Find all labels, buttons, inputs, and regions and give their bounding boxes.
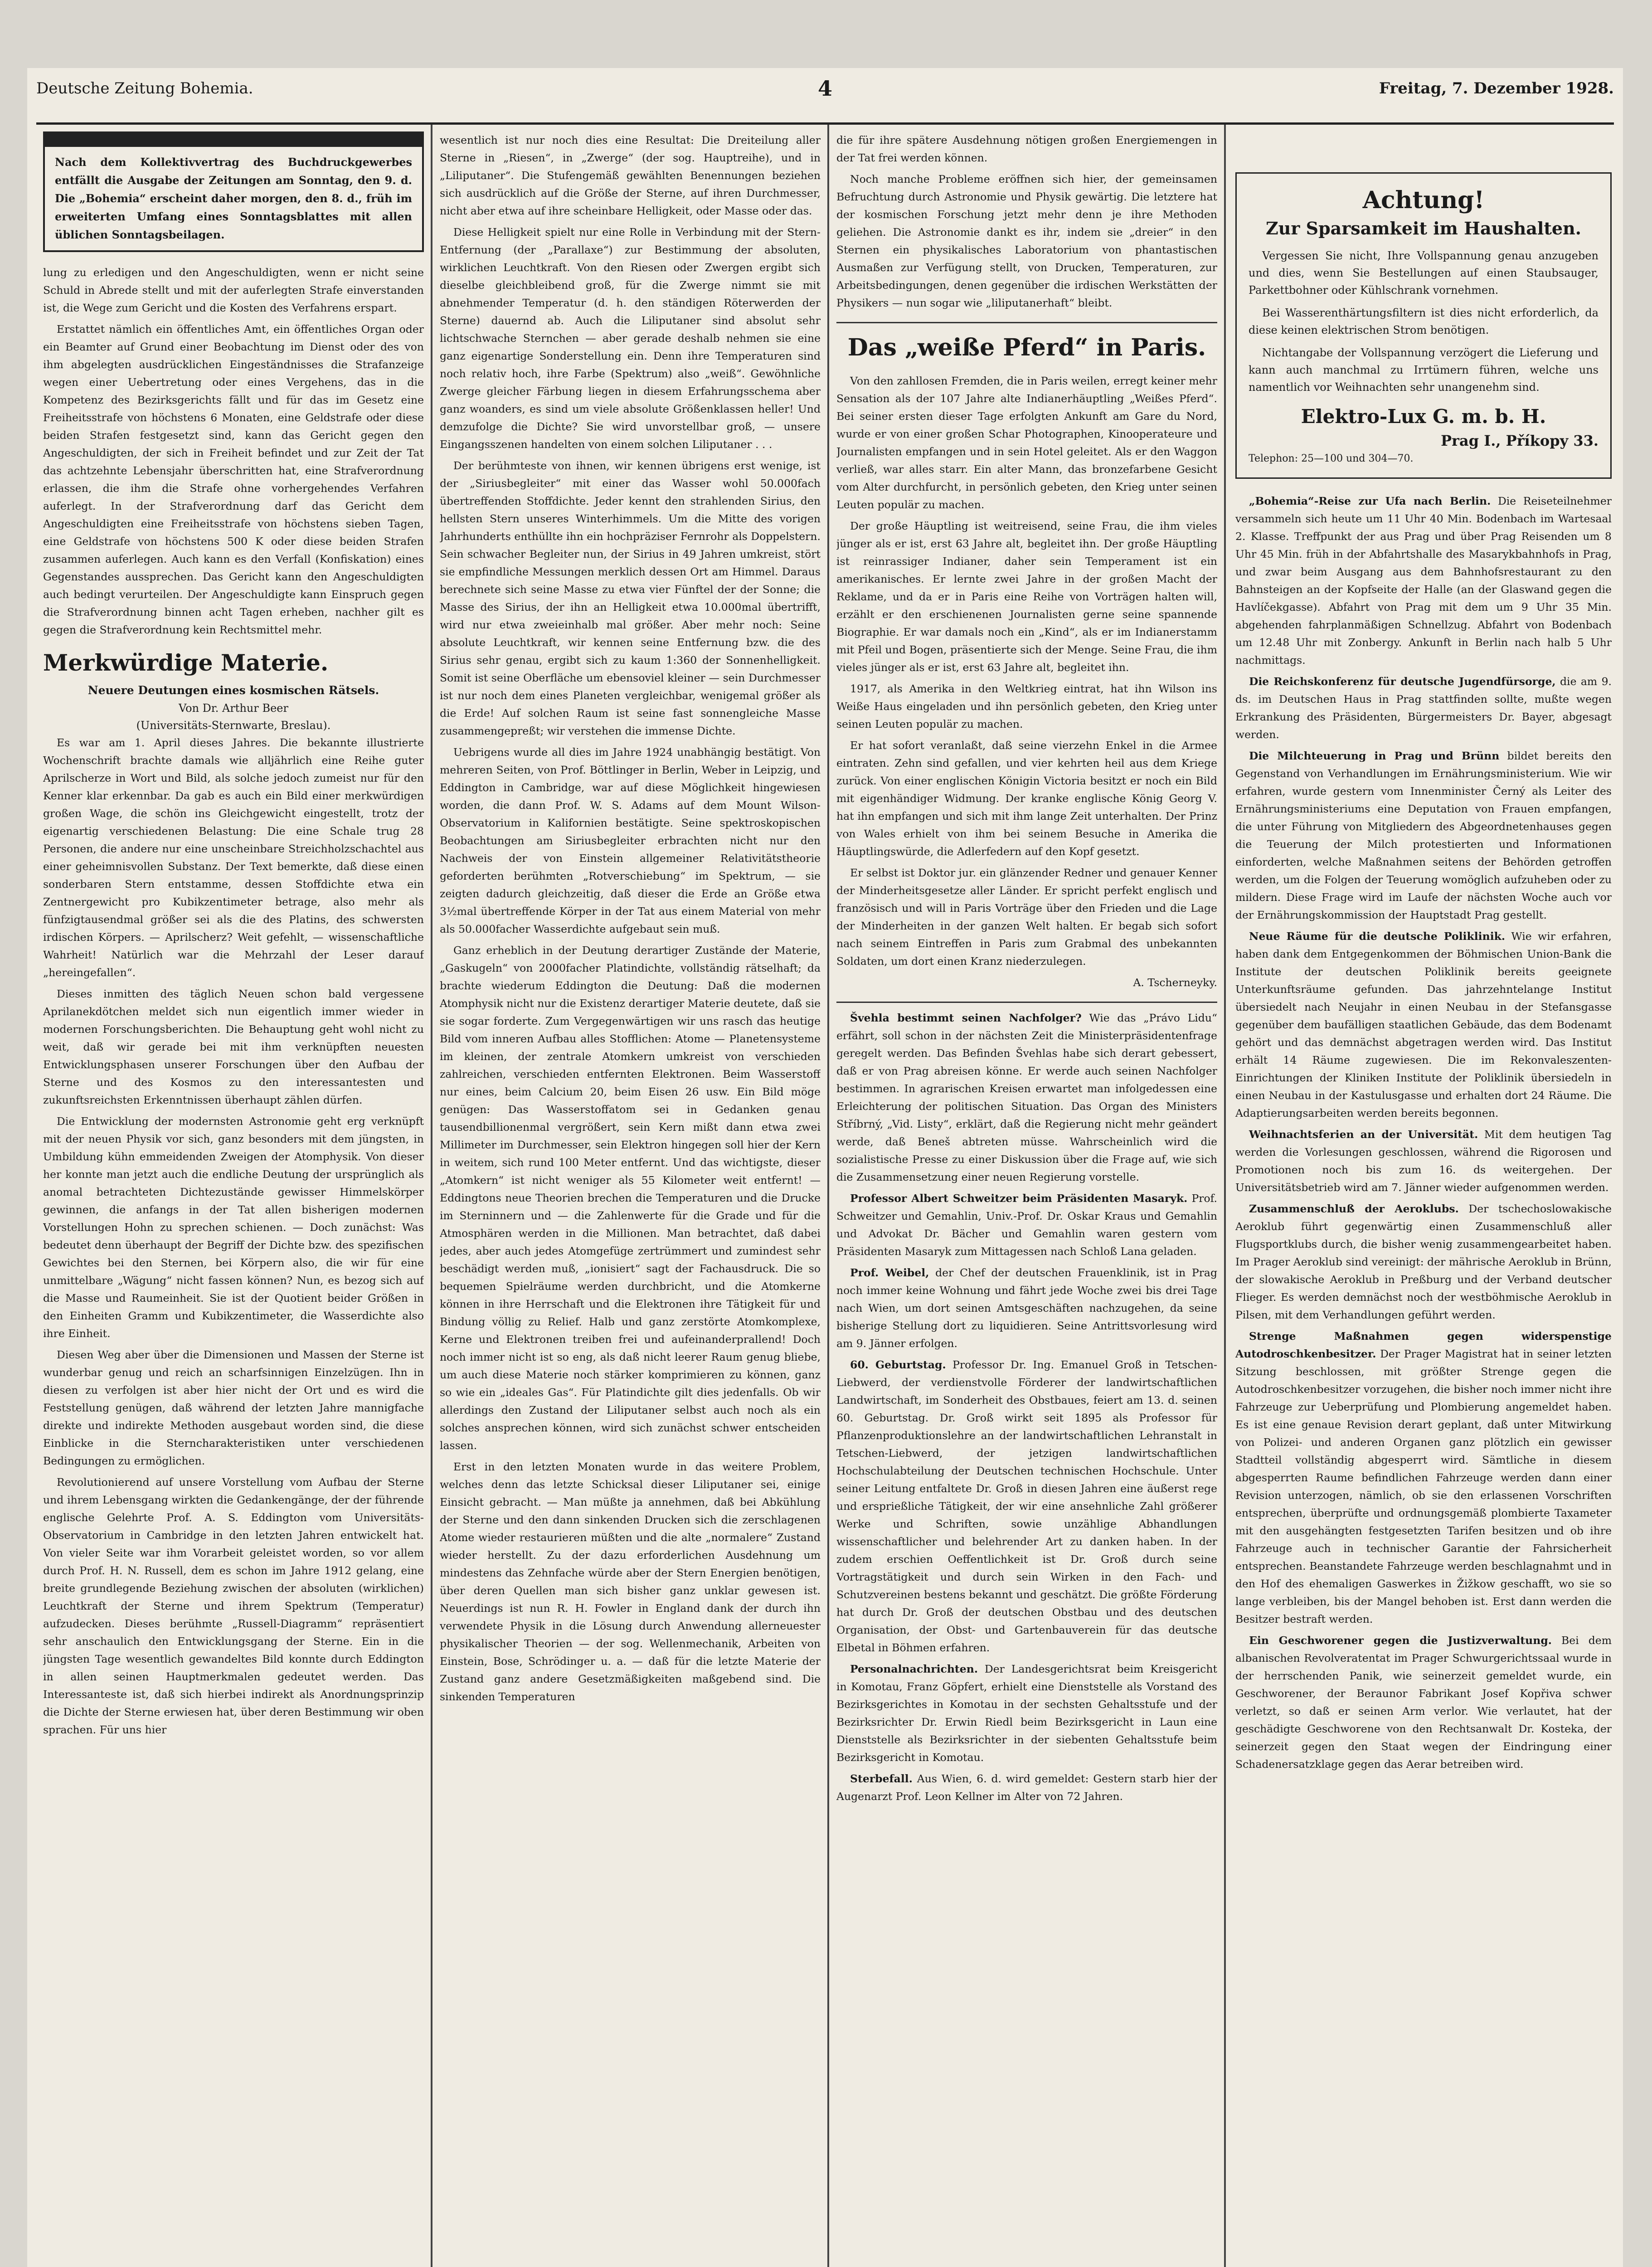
article-text: Diesen Weg aber über die Dimensionen und Massen der Sterne ist wunderbar genug und reich an scharfsinnigen Einzelzügen. Ihn in diesen zu verfolgen ist aber hier nicht der Ort und es wird die Feststellung genügen, daß während der letzten Jahre mannigfache direkte und indirekte Methoden ausgebaut worden sind, die diese Einblicke in die Sterncharakteristiken unter verschiedenen Bedingungen zu ermöglichen.: [43, 1348, 424, 1467]
news-item-text: Aus Wien, 6. d. wird gemeldet: Gestern starb hier der Augenarzt Prof. Leon Kellner im Alter von 72 Jahren.: [836, 1772, 1217, 1803]
column-rule-1: [431, 125, 432, 2267]
article-subtitle: Neuere Deutungen eines kosmischen Rätsels.: [87, 684, 379, 697]
news-item-heading: Sterbefall.: [850, 1772, 913, 1785]
header-rule: [36, 122, 1614, 125]
ad-subtitle: Zur Sparsamkeit im Haushalten.: [1266, 218, 1581, 238]
news-item-text: Der Landesgerichtsrat beim Kreisgericht in Komotau, Franz Göpfert, erhielt eine Dienststelle als Vorstand des Bezirksgerichtes in Komotau in der sechsten Gehaltsstufe und der Bezirksrichter Dr. Erwin Riedl beim Bezirksgericht in Laun eine Dienststelle als Bezirksrichter in der siebenten Gehaltsstufe beim Bezirksgericht in Komotau.: [836, 1663, 1217, 1764]
article-title-materie: Merkwürdige Materie.: [43, 649, 329, 676]
article-text: die für ihre spätere Ausdehnung nötigen großen Energiemengen in der Tat frei werden können.: [836, 134, 1217, 164]
article-title-pferd: Das „weiße Pferd“ in Paris.: [847, 334, 1206, 361]
ad-firm-name: Elektro-Lux G. m. b. H.: [1301, 405, 1546, 428]
news-item-text: Wie das „Právo Lidu“ erfährt, soll schon in der nächsten Zeit die Ministerpräsidentenfrage geregelt werden. Das Befinden Švehlas habe sich derart gebessert, daß er von Prag abreisen könne. Er werde auch seinen Nachfolger bestimmen. In agrarischen Kreisen erwartet man infolgedessen eine Erleichterung der politischen Situation. Das Organ des Ministers Stříbrný, „Vid. Listy“, erklärt, daß die Regierung nicht mehr geändert werde, daß Beneš abtreten müsse. Wahrscheinlich wird die sozialistische Presse zu einer Diskussion über die Frage auf, wie sich die Zusammensetzung einer neuen Regierung vorstelle.: [836, 1012, 1217, 1183]
column-4: [1235, 131, 1612, 2267]
article-text: Der berühmteste von ihnen, wir kennen übrigens erst wenige, ist der „Siriusbegleiter“ mit einer das Wasser wohl 50.000fach übertreffenden Stoffdichte. Jeder kennt den strahlenden Sirius, den hellsten Stern unseres Winterhimmels. Um die Mitte des vorigen Jahrhunderts enthüllte ihn ein hochpräziser Fernrohr als Doppelstern. Sein schwacher Begleiter nun, der Sirius in 49 Jahren umkreist, stört sie empfindliche Messungen merklich dessen Ort am Himmel. Daraus berechnete sich seine Masse zu etwa vier Fünftel der der Sonne; die Masse des Sirius, der ihn an Helligkeit etwa 10.000mal übertrifft, wird nur etwa zweieinhalb mal größer. Aber mehr noch: Seine absolute Leuchtkraft, wir kennen seine Entfernung bzw. die des Sirius sehr genau, ergibt sich zu kaum 1:360 der Sonnenhelligkeit. Somit ist seine Oberfläche um ebensoviel kleiner — sein Durchmesser ist nur noch dem eines Planeten vergleichbar, wenigemal größer als die Erde! Auf solchen Raum ist seine fast sonnengleiche Masse zusammengepreßt; wir verstehen die immense Dichte.: [440, 459, 821, 737]
article-separator: [836, 322, 1217, 323]
sunday-notice-box: Nach dem Kollektivvertrag des Buchdruckgewerbes entfällt die Ausgabe der Zeitungen am Sonntag, den 9. d. Die „Bohemia“ erscheint daher morgen, den 8. d., früh im erweiterten Umfang eines Sonntagsblattes mit allen üblichen Sonntagsbeilagen.: [43, 131, 424, 252]
news-item-heading: Strenge Maßnahmen gegen widerspenstige Autodroschkenbesitzer.: [1235, 1330, 1612, 1360]
ad-title: Achtung!: [1362, 186, 1485, 214]
ad-text: Bei Wasserenthärtungsfiltern ist dies nicht erforderlich, da diese keinen elektrischen Strom benötigen.: [1249, 306, 1599, 336]
article-text: Es war am 1. April dieses Jahres. Die bekannte illustrierte Wochenschrift brachte damals wie alljährlich eine Reihe guter Aprilscherze in Wort und Bild, als solche jedoch zumeist nur für den Kenner klar erkennbar. Da gab es auch ein Bild einer merkwürdigen großen Wage, die schön ins Gleichgewicht eingestellt, trotz der eigenartig verschiedenen Belastung: Die eine Schale trug 28 Personen, die andere nur eine unscheinbare Streichholzschachtel aus einer geheimnisvollen Substanz. Der Text bemerkte, daß diese einen sonderbaren Stern entstamme, dessen Stoffdichte etwa ein Zentnergewicht pro Kubikzentimeter betrage, also mehr als fünfzigtausendmal größer sei als die des Platins, des schwersten irdischen Körpers. — Aprilscherz? Weit gefehlt, — wissenschaftliche Wahrheit! Natürlich war die Mehrzahl der Leser darauf „hereingefallen“.: [43, 736, 424, 979]
article-author-affiliation: (Universitäts-Sternwarte, Breslau).: [136, 719, 331, 732]
article-text: Diese Helligkeit spielt nur eine Rolle in Verbindung mit der Stern-Entfernung (der „Parallaxe“) zur Bestimmung der absoluten, wirklichen Leuchtkraft. Von den Riesen oder Zwergen ergibt sich dieselbe gleichbleibend groß, für die Zwerge nimmt sie mit abnehmender Temperatur (d. h. den ständigen Röterwerden der Sterne) dauernd ab. Auch die Liliputaner sind absolut sehr lichtschwache Sternchen — aber gerade deshalb nehmen sie eine ganz eigenartige Sonderstellung ein. Denn ihre Temperaturen sind noch relativ hoch, ihre Farbe (Spektrum) also „weiß“. Gewöhnliche Zwerge gleicher Färbung liegen in diesem Erfahrungsschema aber ganz woanders, es sind um viele absolute Größenklassen heller! Und demzufolge die Dichte? Sie wird unvorstellbar groß, — unsere Eingangsszenen handelten von einem solchen Liliputaner . . .: [440, 226, 821, 451]
news-item-heading: Weihnachtsferien an der Universität.: [1249, 1128, 1478, 1141]
ad-address: Prag I., Příkopy 33.: [1441, 432, 1599, 449]
article-text: Er selbst ist Doktor jur. ein glänzender Redner und genauer Kenner der Minderheitsgesetze aller Länder. Er spricht perfekt englisch und französisch und will in Paris Vorträge über den Frieden und die Lage der Minderheiten in der ganzen Welt halten. Er begab sich sofort nach seinem Eintreffen in Paris zum Grabmal des unbekannten Soldaten, um dort einen Kranz niederzulegen.: [836, 866, 1217, 968]
article-text: Uebrigens wurde all dies im Jahre 1924 unabhängig bestätigt. Von mehreren Seiten, von Prof. Böttlinger in Berlin, Weber in Leipzig, und Eddington in Cambridge, war auf diese Möglichkeit hingewiesen worden, die dann Prof. W. S. Adams auf dem Mount Wilson-Observatorium in Kalifornien bestätigte. Seine spektroskopischen Beobachtungen am Siriusbegleiter erbrachten nicht nur den Nachweis der von Einstein allgemeiner Relativitätstheorie geforderten berühmten „Rotverschiebung“ im Spektrum, — sie zeigten dadurch gleichzeitig, daß dieser die Erde an Größe etwa 3½mal übertreffende Körper in der Tat aus einem Material von mehr als 50.000facher Wasserdichte aufgebaut sein muß.: [440, 746, 821, 935]
news-item-heading: Professor Albert Schweitzer beim Präsidenten Masaryk.: [850, 1192, 1188, 1205]
news-item-heading: Personalnachrichten.: [850, 1663, 978, 1675]
ad-text: Vergessen Sie nicht, Ihre Vollspannung genau anzugeben und dies, wenn Sie Bestellungen auf einen Staubsauger, Parkettbohner oder Kühlschrank vornehmen.: [1249, 249, 1599, 297]
news-item-text: Wie wir erfahren, haben dank dem Entgegenkommen der Böhmischen Union-Bank die Institute der deutschen Poliklinik bereits geeignete Unterkunftsräume gefunden. Das jahrzehntelange Institut übersiedelt nach Neujahr in einen Neubau in der Stefansgasse gegenüber dem baufälligen staatlichen Gebäude, das dem Bodenamt gehört und das demnächst abgetragen werden wird. Das Institut erhält 14 Räume zugewiesen. Die im Rekonvaleszenten-Einrichtungen der Kliniken Institute der Poliklinik übersiedeln in einen Neubau in der Kastulusgasse und erhalten dort 24 Räume. Die Adaptierungsarbeiten werden bereits begonnen.: [1235, 930, 1612, 1119]
news-item-text: bildet bereits den Gegenstand von Verhandlungen im Ernährungsministerium. Wie wir erfahren, wurde gestern vom Innenminister Černý als Leiter des Ernährungsministeriums eine Deputation von Frauen empfangen, die unter Führung von Mitgliedern des Abgeordnetenhauses gegen die Teuerung der Milch protestierten und Informationen einforderten, welche Maßnahmen seitens der Behörden getroffen werden, um die Folgen der Teuerung womöglich aufzuheben oder zu mildern. Diese Frage wird im Laufe der nächsten Woche auch vor der Ernährungskommission der Hauptstadt Prag gestellt.: [1235, 749, 1612, 921]
news-item-text: Der tschechoslowakische Aeroklub führt gegenwärtig einen Zusammenschluß aller Flugsportklubs durch, die bisher wenig zusammengearbeitet haben. Im Prager Aeroklub sind vereinigt: der mährische Aeroklub in Brünn, der slowakische Aeroklub in Preßburg und der Verband deutscher Flieger. Es werden demnächst noch der westböhmische Aeroklub in Pilsen, mit dem Verhandlungen geführt werden.: [1235, 1202, 1612, 1321]
article-text: Erstattet nämlich ein öffentliches Amt, ein öffentliches Organ oder ein Beamter auf Grund einer Beobachtung im Dienst oder des von ihm abgelegten ausdrücklichen Eingeständnisses die Strafanzeige wegen einer Uebertretung oder eines Vergehens, das in die Kompetenz des Bezirksgerichts fällt und für das im Gesetz eine Freiheitsstrafe von höchstens 6 Monaten, eine Geldstrafe oder diese beiden Strafen festgesetzt sind, kann das Gericht gegen den Angeschuldigten, der sich in Freiheit befindet und zur Zeit der Tat das achtzehnte Lebensjahr überschritten hat, eine Strafverordnung erlassen, die ihm die Strafe ohne vorhergehendes Verfahren auferlegt. In der Strafverordnung darf das Gericht dem Angeschuldigten eine Freiheitsstrafe von höchstens sieben Tagen, eine Geldstrafe von höchstens 500 K oder diese beiden Strafen zusammen auferlegen. Auch kann es den Verfall (Konfiskation) eines Gegenstandes aussprechen. Das Gericht kann den Angeschuldigten auch bedingt verurteilen. Der Angeschuldigte kann Einspruch gegen die Strafverordnung binnen acht Tagen erheben, nachher gilt es gegen die Strafverordnung kein Rechtsmittel mehr.: [43, 323, 424, 636]
news-item-heading: Die Reichskonferenz für deutsche Jugendfürsorge,: [1249, 675, 1556, 688]
date-line: Freitag, 7. Dezember 1928.: [1379, 79, 1614, 97]
news-item-text: Professor Dr. Ing. Emanuel Groß in Tetschen-Liebwerd, der verdienstvolle Förderer der landwirtschaftlichen Landwirtschaft, im Sonderheit des Obstbaues, feiert am 13. d. seinen 60. Geburtstag. Dr. Groß wirkt seit 1895 als Professor für Pflanzenproduktionslehre an der landwirtschaftlichen Lehranstalt in Tetschen-Liebwerd, der jetzigen landwirtschaftlichen Hochschulabteilung der Deutschen technischen Hochschule. Unter seiner Leitung entfaltete Dr. Groß in diesen Jahren eine äußerst rege und ersprießliche Tätigkeit, der wir eine ansehnliche Zahl größerer Werke und Schriften, sowie unzählige Abhandlungen wissenschaftlicher und belehrender Art zu danken haben. In der zudem erschien Oeffentlichkeit ist Dr. Groß durch seine Vortragstätigkeit und durch sein Wirken in den Fach- und Schutzvereinen bestens bekannt und geschätzt. Die größte Förderung hat durch Dr. Groß der deutschen Obstbau und des deutschen Organisation, der Obst- und Gartenbauverein für das deutsche Elbetal in Böhmen erfahren.: [836, 1358, 1217, 1654]
article-text: Erst in den letzten Monaten wurde in das weitere Problem, welches denn das letzte Schicksal dieser Liliputaner sei, einige Einsicht gebracht. — Man müßte ja annehmen, daß bei Abkühlung der Sterne und den dann sinkenden Drucken sich die zerschlagenen Atome wieder restaurieren müßten und die alte „normalere“ Zustand wieder herstellt. Zu der dazu erforderlichen Ausdehnung um mindestens das Zehnfache würde aber der Stern Energien benötigen, über deren Quellen man sich bisher ganz unklar gewesen ist. Neuerdings ist nun R. H. Fowler in England dank der durch ihn verwendete Physik in die Lösung durch Anwendung allerneuester physikalischer Theorien — der sog. Wellenmechanik, Arbeiten von Einstein, Bose, Schrödinger u. a. — daß für die letzte Materie der Zustand ganz andere Gesetzmäßigkeiten maßgebend sind. Die sinkenden Temperaturen: [440, 1460, 821, 1703]
advertisement-elektrolux: [1235, 172, 1612, 479]
article-text: Er hat sofort veranlaßt, daß seine vierzehn Enkel in die Armee eintraten. Zehn sind gefallen, und vier kehrten heil aus dem Kriege zurück. Von einer englischen Königin Victoria besitzt er noch ein Bild mit eigenhändiger Widmung. Der kranke englische König Georg V. hat ihn empfangen und sich mit ihm lange Zeit unterhalten. Der Prinz von Wales erhielt von ihm bei seinem Besuche in Amerika die Häuptlingswürde, die Adlerfedern auf den Kopf gesetzt.: [836, 739, 1217, 858]
paper-name: Deutsche Zeitung Bohemia.: [36, 79, 253, 97]
news-item-text: Prof. Schweitzer und Gemahlin, Univ.-Prof. Dr. Oskar Kraus und Gemahlin und Advokat Dr. Bächer und Gemahlin waren gestern vom Präsidenten Masaryk zum Mittagessen nach Schloß Lana geladen.: [836, 1192, 1217, 1258]
news-item-text: der Chef der deutschen Frauenklinik, ist in Prag noch immer keine Wohnung und fährt jede Woche zwei bis drei Tage nach Wien, um dort seinen Amtsgeschäften nachzugehen, da seine bisherige Stellung dort zu liquidieren. Seine Antrittsvorlesung wird am 9. Jänner erfolgen.: [836, 1266, 1217, 1350]
news-item-heading: Prof. Weibel,: [850, 1266, 929, 1279]
column-2: [440, 131, 821, 2267]
column-1: [43, 131, 424, 2267]
news-item-heading: Zusammenschluß der Aeroklubs.: [1249, 1202, 1459, 1215]
news-item-text: Mit dem heutigen Tag werden die Vorlesungen geschlossen, während die Rigorosen und Promotionen noch bis zum 16. ds weitergehen. Der Universitätsbetrieb wird am 7. Jänner wieder aufgenommen werden.: [1235, 1128, 1612, 1194]
article-text: Noch manche Probleme eröffnen sich hier, der gemeinsamen Befruchtung durch Astronomie und Physik gewärtig. Die letztere hat der kosmischen Forschung jetzt mehr denn je ihre Methoden geliehen. Die Astronomie dankt es ihr, indem sie „dreier“ in den Sternen ein physikalisches Laboratorium von phantastischen Ausmaßen zur Verfügung stellt, von Drucken, Temperaturen, zur Arbeitsbedingungen, denen gegenüber die irdischen Werkstätten der Physikers — nun sogar wie „liliputanerhaft“ bleibt.: [836, 173, 1217, 309]
article-text: Der große Häuptling ist weitreisend, seine Frau, die ihm vieles jünger als er ist, erst 63 Jahre alt, begleitet ihn. Der große Häuptling ist reinrassiger Indianer, daher sein Temperament ist ein amerikanisches. Er lernte zwei Jahre in der großen Macht der Reklame, und da er in Paris eine Reihe von Vorträgen halten will, erzählt er den erschienenen Journalisten gerne seine spannende Biographie. Er war damals noch ein „Kind“, als er im Indianerstamm mit Pfeil und Bogen, präsentierte sich der Menge. Seine Frau, die ihm vieles jünger als er ist, erst 63 Jahre alt, begleitet ihn.: [836, 520, 1217, 674]
page-number: 4: [817, 76, 832, 101]
article-text: Ganz erheblich in der Deutung derartiger Zustände der Materie, „Gaskugeln“ von 2000facher Platindichte, vollständig rätselhaft; da brachte wiederum Eddington die Deutung: Daß die modernen Atomphysik nicht nur die Existenz derartiger Materie deutete, daß sie sie sogar forderte. Zum Vergegenwärtigen wir uns rasch das heutige Bild vom inneren Aufbau alles Stofflichen: Atome — Planetensysteme im kleinen, der zentrale Atomkern umkreist von verschieden zahlreichen, verschieden entfernten Elektronen. Beim Wasserstoff nur eines, beim Calcium 20, beim Eisen 26 usw. Ein Bild möge genügen: Das Wasserstoffatom sei in Gedanken genau tausendbillionenmal vergrößert, sein Kern mißt dann etwa zwei Millimeter im Durchmesser, sein Elektron hingegen soll hier der Kern in weitem, sich rund 100 Meter entfernt. Und das wichtigste, dieser „Atomkern“ ist nicht weniger als 55 Kilometer weit entfernt! — Eddingtons neue Theorien brechen die Temperaturen und die Drucke im Sterninnern und — die Zahlenwerte für die Grade und für die Atmosphären werden in die Millionen. Man betrachtet, daß dabei jedes, aber auch jedes Atomgefüge zertrümmert und zumindest sehr beschädigt werden muß, „ionisiert“ sagt der Fachausdruck. Die so bequemen Spielräume werden durchbricht, und die Atomkerne können in ihre Herrschaft und die Elektronen ihre Tätigkeit für und Bindung völlig zu Relief. Halb und ganz zerstörte Atomkomplexe, Kerne und Elektronen treiben frei und aufeinanderprallend! Doch noch immer nicht ist so eng, als daß nicht leerer Raum genug bliebe, um auch diese Materie noch stärker komprimieren zu können, ganz so wie ein „ideales Gas“. Für Platindichte gilt dies jedenfalls. Ob wir allerdings den Zustand der Liliputaner selbst auch noch als ein solches ansprechen können, wird sich zunächst schwer entscheiden lassen.: [440, 944, 821, 1452]
article-text: 1917, als Amerika in den Weltkrieg eintrat, hat ihn Wilson ins Weiße Haus eingeladen und ihn persönlich gebeten, den Krieg unter seinen Leuten populär zu machen.: [836, 682, 1217, 730]
article-text: lung zu erledigen und den Angeschuldigten, wenn er nicht seine Schuld in Abrede stellt und mit der auferlegten Strafe einverstanden ist, die Wege zum Gericht und die Kosten des Verfahrens erspart.: [43, 266, 424, 314]
news-item-text: die am 9. ds. im Deutschen Haus in Prag stattfinden sollte, mußte wegen Erkrankung des Präsidenten, Bürgermeisters Dr. Bayer, abgesagt werden.: [1235, 675, 1612, 741]
article-text: Revolutionierend auf unsere Vorstellung vom Aufbau der Sterne und ihrem Lebensgang wirkten die Gedankengänge, der der führende englische Gelehrte Prof. A. S. Eddington vom Universitäts-Observatorium in Cambridge in den letzten Jahren entwickelt hat. Von vieler Seite war ihm Vorarbeit geleistet worden, so vor allem durch Prof. H. N. Russell, dem es schon im Jahre 1912 gelang, eine breite grundlegende Beziehung zwischen der absoluten (wirklichen) Leuchtkraft der Sterne und ihrem Spektrum (Temperatur) aufzudecken. Dieses berühmte „Russell-Diagramm“ repräsentiert sehr anschaulich den Entwicklungsgang der Sterne. Ein in die jüngsten Tage wesentlich gewandeltes Bild konnte durch Eddington in allen seinen Hauptmerkmalen gedeutet werden. Das Interessanteste ist, daß sich hierbei indirekt als Anordnungsprinzip die Dichte der Sterne erwiesen hat, über deren Bestimmung wir oben sprachen. Für uns hier: [43, 1476, 424, 1736]
article-author: Von Dr. Arthur Beer: [179, 702, 288, 715]
article-signature: A. Tscherneyky.: [1133, 976, 1217, 989]
column-rule-2: [827, 125, 829, 2267]
page-header: [36, 73, 1614, 104]
column-3: [836, 131, 1217, 2267]
news-item-heading: „Bohemia“-Reise zur Ufa nach Berlin.: [1249, 495, 1491, 507]
article-text: Dieses inmitten des täglich Neuen schon bald vergessene Aprilanekdötchen meldet sich nun eigentlich immer wieder in modernen Forschungsberichten. Die Behauptung geht wohl nicht zu weit, daß wir gerade bei mit ihm verknüpften neuesten Entwicklungsphasen unserer Forschungen über den Aufbau der Sterne und des Kosmos zu den interessantesten und zukunftsreichsten Erkenntnissen überhaupt zählen dürfen.: [43, 988, 424, 1106]
ad-phone: Telephon: 25—100 und 304—70.: [1249, 453, 1414, 464]
article-separator: [836, 1002, 1217, 1003]
news-item-text: Der Prager Magistrat hat in seiner letzten Sitzung beschlossen, mit größter Strenge gegen die Autodroschkenbesitzer vorzugehen, die bisher noch immer nicht ihre Fahrzeuge zur Ueberprüfung und Plombierung angemeldet haben. Es ist eine genaue Revision derart geplant, daß unter Mitwirkung von Polizei- und anderen Organen ganz plötzlich ein gewisser Stadtteil vollständig abgesperrt wird. Sämtliche in diesem abgesperrten Raume befindlichen Fahrzeuge werden dann einer Revision unterzogen, nämlich, ob sie den erlassenen Vorschriften entsprechen, überprüfte und ordnungsgemäß plombierte Taxameter mit den ausgehängten festgesetzten Tarifen besitzen und ob ihre Fahrzeuge auch in technischer Garantie der Fahrsicherheit entsprechen. Beanstandete Fahrzeuge werden beschlagnahmt und in den Hof des ehemaligen Gaswerkes in Žižkow geschafft, wo sie so lange verbleiben, bis der Mangel behoben ist. Erst dann werden die Besitzer bestraft werden.: [1235, 1348, 1612, 1625]
news-item-text: Die Reiseteilnehmer versammeln sich heute um 11 Uhr 40 Min. Bodenbach im Wartesaal 2. Klasse. Treffpunkt der aus Prag und über Prag Reisenden um 8 Uhr 45 Min. früh in der Abfahrtshalle des Masarykbahnhofs in Prag, und zwar beim Ausgang aus dem Bahnhofsrestaurant zu den Bahnsteigen an der Kopfseite der Halle (an der Glaswand gegen die Havlíčekgasse). Abfahrt von Prag mit dem um 9 Uhr 35 Min. abgehenden fahrplanmäßigen Schnellzug. Abfahrt von Bodenbach um 12.48 Uhr mit Zonbergy. Ankunft in Berlin nach halb 5 Uhr nachmittags.: [1235, 495, 1612, 666]
news-item-heading: Die Milchteuerung in Prag und Brünn: [1249, 749, 1500, 762]
ad-text: Nichtangabe der Vollspannung verzögert die Lieferung und kann auch manchmal zu Irrtümern führen, welche uns namentlich vor Weihnachten sehr unangenehm sind.: [1249, 346, 1599, 394]
article-text: wesentlich ist nur noch dies eine Resultat: Die Dreiteilung aller Sterne in „Riesen“, in „Zwerge“ (der sog. Hauptreihe), und in „Liliputaner“. Die Stufengemäß gewählten Benennungen beziehen sich ausdrücklich auf die Größe der Sterne, auf ihren Durchmesser, nicht aber etwa auf ihre scheinbare Helligkeit, oder Masse oder das.: [440, 134, 821, 217]
news-item-heading: Neue Räume für die deutsche Poliklinik.: [1249, 930, 1506, 943]
article-text: Die Entwicklung der modernsten Astronomie geht erg verknüpft mit der neuen Physik vor sich, ganz besonders mit dem jüngsten, in Umbildung kühn emmeidenden Zweigen der Atomphysik. Von dieser her konnte man jetzt auch die endliche Deutung der ursprünglich als anomal betrachteten Dichtezustände gewisser Himmelskörper gewinnen, die anfangs in der Tat allen bisherigen modernen Vorstellungen Hohn zu sprechen schienen. — Doch zunächst: Was bedeutet denn überhaupt der Begriff der Dichte bzw. des spezifischen Gewichtes bei den Sternen, bei Körpern also, die wir für eine unmittelbare „Wägung“ nicht fassen können? Nun, es bezog sich auf die Masse und Raumeinheit. Sie ist der Quotient beider Größen in den Einheiten Gramm und Kubikzentimeter, die Wasserdichte also ihre Einheit.: [43, 1115, 424, 1340]
column-rule-3: [1224, 125, 1226, 2267]
news-item-heading: 60. Geburtstag.: [850, 1358, 946, 1371]
news-item-heading: Švehla bestimmt seinen Nachfolger?: [850, 1012, 1082, 1024]
news-item-text: Bei dem albanischen Revolveratentat im Prager Schwurgerichtssaal wurde in der herrschenden Panik, wie seinerzeit gemeldet wurde, ein Geschworener, der Beraunor Fabrikant Josef Kopřiva schwer verletzt, so daß er seinen Arm verlor. Wie verlautet, hat der geschädigte Geschworene von den Rechtsanwalt Dr. Kosteka, der seinerzeit gegen den Staat wegen der Eindringung einer Schadenersatzklage gegen das Aerar betreiben wird.: [1235, 1634, 1612, 1771]
news-item-heading: Ein Geschworener gegen die Justizverwaltung.: [1249, 1634, 1552, 1647]
article-text: Von den zahllosen Fremden, die in Paris weilen, erregt keiner mehr Sensation als der 107 Jahre alte Indianerhäuptling „Weißes Pferd“. Bei seiner ersten dieser Tage erfolgten Ankunft am Gare du Nord, wurde er von einer großen Schar Photographen, Kinooperateure und Journalisten empfangen und in sein Hotel geleitet. Als er den Waggon verließ, war alles starr. Ein alter Mann, das bronzefarbene Gesicht vom Alter durchfurcht, in persönlich gebeten, den Krieg unter seinen Leuten populär zu machen.: [836, 375, 1217, 511]
